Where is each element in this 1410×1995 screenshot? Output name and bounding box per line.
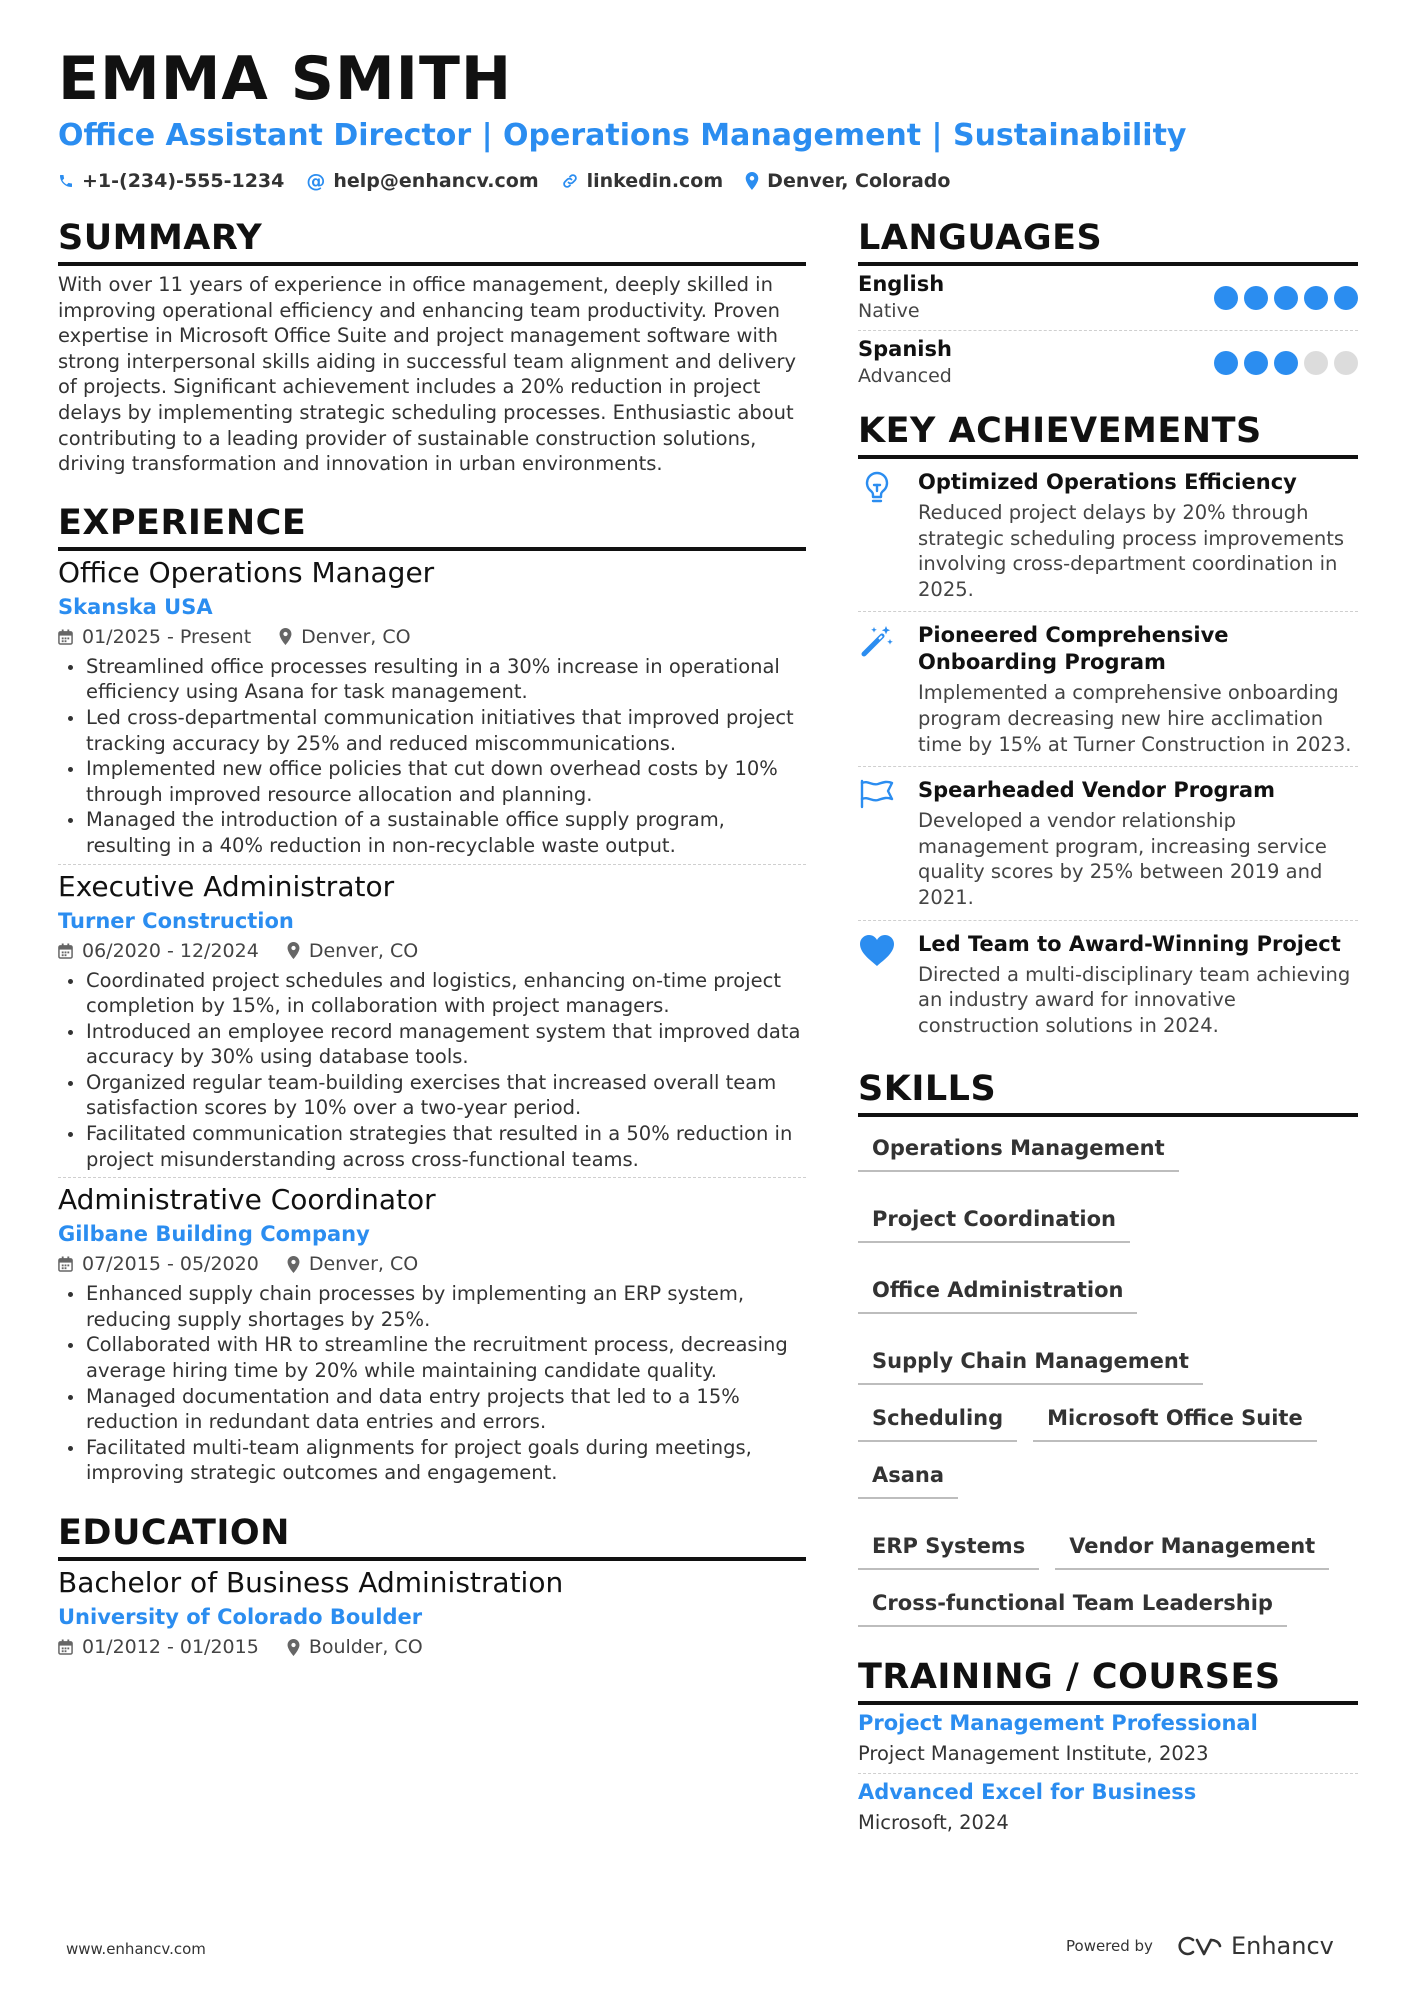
job-location xyxy=(279,624,410,650)
achievement-title: Pioneered Comprehensive Onboarding Program xyxy=(918,623,1229,675)
skill-tag: Cross-functional Team Leadership xyxy=(858,1584,1287,1627)
achievement-item xyxy=(858,767,1358,920)
skill-tag: Scheduling xyxy=(858,1399,1017,1442)
job-meta xyxy=(58,624,806,650)
calendar-icon xyxy=(58,1256,73,1272)
course-item xyxy=(858,1705,1358,1774)
at-sign-icon: @ xyxy=(306,170,326,192)
summary-text: With over 11 years of experience in office management, deeply skilled in improving operational efficiency and enhancing team productivity. Proven expertise in Microsoft Office Suite and project management software with strong interpersonal skills aiding in successful team alignment and delivery of projects. Significant achievement includes a 20% reduction in project delays by implementing strategic scheduling processes. Enthusiastic about contributing to a leading provider of sustainable construction solutions, driving transformation and innovation in urban environments. xyxy=(58,273,797,476)
skill-tag: Project Coordination xyxy=(858,1200,1130,1243)
job-dates xyxy=(58,938,259,964)
training-section xyxy=(858,1655,1358,1842)
job-bullet: Collaborated with HR to streamline the recruitment process, decreasing average hiring time by 20% while maintaining candidate quality. xyxy=(58,1332,806,1383)
job-bullet: Facilitated multi-team alignments for project goals during meetings, improving strategic outcomes and engagement. xyxy=(58,1435,806,1486)
job-dates-text: 01/2025 - Present xyxy=(82,625,252,648)
left-column xyxy=(58,216,806,1665)
calendar-icon xyxy=(58,1639,73,1655)
phone-icon xyxy=(58,173,74,189)
achievement-desc: Implemented a comprehensive onboarding program decreasing new hire acclimation time by 15% at Turner Construction in 2023. xyxy=(918,681,1352,756)
job-bullets xyxy=(58,968,806,1173)
achievements-section xyxy=(858,409,1358,1047)
rating-dot-empty xyxy=(1334,351,1358,375)
company-name[interactable]: Skanska USA xyxy=(58,594,213,619)
course-title[interactable]: Advanced Excel for Business xyxy=(858,1780,1197,1805)
summary-section xyxy=(58,216,806,477)
contact-linkedin[interactable] xyxy=(561,168,724,194)
achievement-desc: Directed a multi-disciplinary team achieving an industry award for innovative construction solutions in 2024. xyxy=(918,962,1351,1037)
achievement-item xyxy=(858,921,1358,1048)
candidate-name: EMMA SMITH xyxy=(58,44,513,114)
rating-dot-filled xyxy=(1244,286,1268,310)
company-name[interactable]: Gilbane Building Company xyxy=(58,1222,370,1247)
course-org: Project Management Institute, 2023 xyxy=(858,1742,1209,1766)
link-icon xyxy=(561,172,579,190)
candidate-headline: Office Assistant Director | Operations Management | Sustainability xyxy=(58,118,1187,153)
calendar-icon xyxy=(58,629,73,645)
job-location-text: Denver, CO xyxy=(308,1253,419,1276)
job-location-text: Denver, CO xyxy=(301,625,411,648)
brand-logo[interactable] xyxy=(1177,1932,1334,1960)
job-bullet: Introduced an employee record management system that improved data accuracy by 30% using database tools. xyxy=(58,1019,806,1070)
right-column xyxy=(858,216,1358,1842)
job-bullet: Organized regular team-building exercises that increased overall team satisfaction scores by 10% over a two-year period. xyxy=(58,1070,806,1121)
contact-location xyxy=(745,168,950,194)
lightbulb-icon xyxy=(858,469,896,602)
job-meta xyxy=(58,938,806,964)
job-location xyxy=(287,938,418,964)
language-item xyxy=(858,331,1358,395)
job-title: Administrative Coordinator xyxy=(58,1183,436,1217)
skills-section xyxy=(858,1067,1358,1627)
job-location-text: Denver, CO xyxy=(308,939,419,962)
company-name[interactable]: Turner Construction xyxy=(58,908,294,933)
achievement-title: Spearheaded Vendor Program xyxy=(918,778,1275,803)
achievement-desc: Reduced project delays by 20% through strategic scheduling process improvements involving cross-department coordination in 2025. xyxy=(918,501,1345,601)
achievements-heading: KEY ACHIEVEMENTS xyxy=(858,409,1358,459)
course-item xyxy=(858,1774,1358,1842)
location-pin-icon xyxy=(745,172,759,190)
job-bullet: Streamlined office processes resulting in a 30% increase in operational efficiency using Asana for task management. xyxy=(58,654,806,705)
language-item xyxy=(858,266,1358,331)
skill-tag: Microsoft Office Suite xyxy=(1033,1399,1317,1442)
rating-dot-filled xyxy=(1274,351,1298,375)
skill-tag: Asana xyxy=(858,1456,958,1499)
languages-section xyxy=(858,216,1358,395)
job-title: Executive Administrator xyxy=(58,869,395,903)
linkedin-text: linkedin.com xyxy=(586,170,724,192)
job-bullet: Coordinated project schedules and logistics, enhancing on-time project completion by 15%, in collaboration with project managers. xyxy=(58,968,806,1019)
rating-dot-filled xyxy=(1304,286,1328,310)
footer-branding xyxy=(1066,1932,1334,1960)
education-meta xyxy=(58,1634,806,1660)
contact-phone[interactable] xyxy=(58,168,284,194)
job-location xyxy=(287,1251,418,1277)
location-pin-icon xyxy=(279,628,292,645)
calendar-icon xyxy=(58,943,73,959)
rating-dot-filled xyxy=(1214,286,1238,310)
job-bullet: Enhanced supply chain processes by implementing an ERP system, reducing supply shortages by 25%. xyxy=(58,1281,806,1332)
brand-name: Enhancv xyxy=(1230,1932,1334,1960)
rating-dot-filled xyxy=(1274,286,1298,310)
skill-tag: Operations Management xyxy=(858,1129,1179,1172)
language-level: Native xyxy=(858,300,920,322)
email-text: help@enhancv.com xyxy=(333,170,539,192)
enhancv-logo-icon xyxy=(1177,1935,1223,1957)
education-section xyxy=(58,1511,806,1665)
course-org: Microsoft, 2024 xyxy=(858,1811,1009,1835)
skill-tag: ERP Systems xyxy=(858,1527,1039,1570)
language-level: Advanced xyxy=(858,365,952,387)
education-dates-text: 01/2012 - 01/2015 xyxy=(82,1636,259,1658)
heart-icon xyxy=(858,931,896,1039)
job-bullet: Managed the introduction of a sustainable office supply program, resulting in a 40% reduction in non-recyclable waste output. xyxy=(58,807,806,858)
location-pin-icon xyxy=(287,1256,300,1273)
skill-tag: Office Administration xyxy=(858,1271,1137,1314)
powered-by-label: Powered by xyxy=(1066,1937,1153,1955)
skill-tag: Supply Chain Management xyxy=(858,1342,1203,1385)
rating-dot-filled xyxy=(1214,351,1238,375)
job-entry xyxy=(58,1182,806,1491)
training-heading: TRAINING / COURSES xyxy=(858,1655,1358,1705)
job-meta xyxy=(58,1251,806,1277)
achievement-item xyxy=(858,612,1358,767)
flag-icon xyxy=(858,777,896,910)
language-rating xyxy=(1214,286,1358,310)
language-name: Spanish xyxy=(858,337,952,361)
job-dates-text: 06/2020 - 12/2024 xyxy=(82,939,259,962)
job-entry xyxy=(58,555,806,865)
education-heading: EDUCATION xyxy=(58,1511,806,1561)
achievement-item xyxy=(858,459,1358,612)
rating-dot-filled xyxy=(1334,286,1358,310)
location-text: Denver, Colorado xyxy=(767,170,951,192)
phone-text: +1-(234)-555-1234 xyxy=(82,170,285,192)
job-dates xyxy=(58,1251,259,1277)
job-dates xyxy=(58,624,251,650)
job-bullet: Facilitated communication strategies that resulted in a 50% reduction in project misunderstanding across cross-functional teams. xyxy=(58,1121,806,1172)
school-name[interactable]: University of Colorado Boulder xyxy=(58,1605,423,1629)
achievement-title: Optimized Operations Efficiency xyxy=(918,470,1297,494)
degree-title: Bachelor of Business Administration xyxy=(58,1566,564,1599)
achievement-desc: Developed a vendor relationship management program, increasing service quality scores by 25% between 2019 and 2021. xyxy=(918,809,1327,909)
education-entry xyxy=(58,1565,806,1665)
job-bullet: Led cross-departmental communication initiatives that improved project tracking accuracy by 25% and reduced miscommunications. xyxy=(58,705,806,756)
job-bullet: Implemented new office policies that cut down overhead costs by 10% through improved resource allocation and planning. xyxy=(58,756,806,807)
languages-heading: LANGUAGES xyxy=(858,216,1358,266)
magic-wand-icon xyxy=(858,622,896,757)
education-location-text: Boulder, CO xyxy=(308,1636,423,1658)
skill-tag: Vendor Management xyxy=(1055,1527,1329,1570)
job-bullet: Managed documentation and data entry projects that led to a 15% reduction in redundant data entries and errors. xyxy=(58,1384,806,1435)
education-dates xyxy=(58,1634,259,1660)
footer-website[interactable]: www.enhancv.com xyxy=(66,1940,206,1958)
job-dates-text: 07/2015 - 05/2020 xyxy=(82,1253,259,1276)
contact-email[interactable] xyxy=(306,168,538,194)
contact-bar xyxy=(58,168,950,194)
location-pin-icon xyxy=(287,942,300,959)
experience-section xyxy=(58,501,806,1491)
language-name: English xyxy=(858,272,945,296)
location-pin-icon xyxy=(287,1639,300,1656)
job-bullets xyxy=(58,654,806,859)
language-rating xyxy=(1214,351,1358,375)
job-bullets xyxy=(58,1281,806,1486)
summary-heading: SUMMARY xyxy=(58,216,806,266)
job-title: Office Operations Manager xyxy=(58,555,435,589)
rating-dot-empty xyxy=(1304,351,1328,375)
skills-list xyxy=(858,1129,1358,1627)
education-location xyxy=(287,1634,423,1660)
achievement-title: Led Team to Award-Winning Project xyxy=(918,931,1341,956)
job-entry xyxy=(58,869,806,1179)
course-title[interactable]: Project Management Professional xyxy=(858,1711,1258,1736)
experience-heading: EXPERIENCE xyxy=(58,501,806,551)
skills-heading: SKILLS xyxy=(858,1067,1358,1117)
rating-dot-filled xyxy=(1244,351,1268,375)
